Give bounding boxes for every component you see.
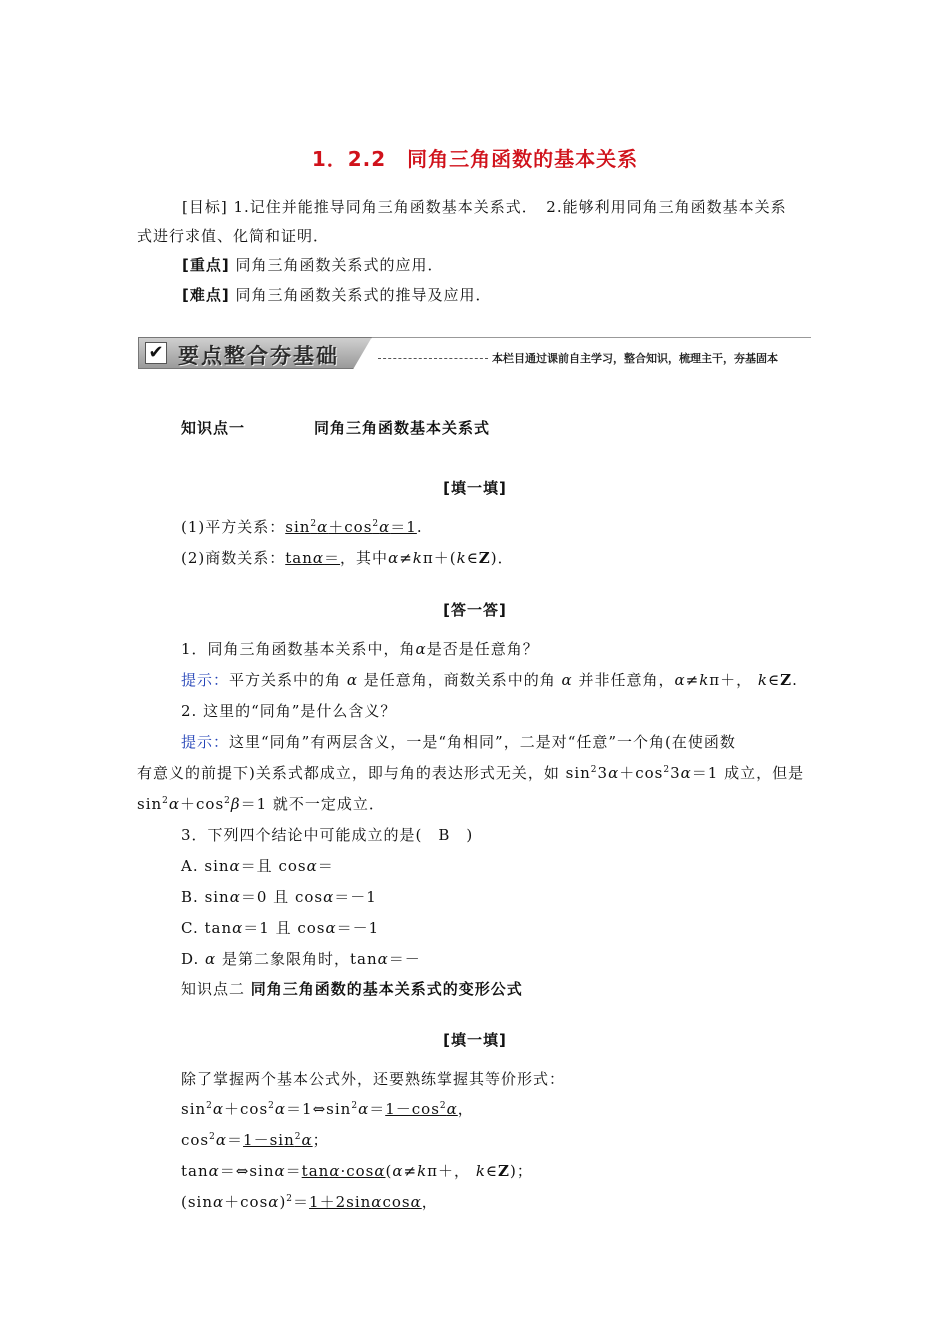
answer-label: [答一答] bbox=[443, 601, 507, 619]
target-line-1 bbox=[182, 197, 787, 217]
quotient-relation-formula: tanα＝ bbox=[285, 549, 341, 567]
square-relation-formula: $\sin^2\alpha+\cos^2\alpha=1$ bbox=[285, 518, 417, 536]
banner-title: 要点整合夯基础 bbox=[178, 344, 339, 368]
formula-sum-squared: $(\sin\alpha+\cos\alpha)^2=1+2\sin\alpha\cos\alpha$， bbox=[181, 1193, 438, 1211]
target-tag: [目标] bbox=[182, 198, 228, 216]
check-icon: ✔ bbox=[145, 342, 167, 364]
question-2: 2. 这里的“同角”是什么含义？ bbox=[181, 702, 397, 720]
hint-1: 提示：平方关系中的角 α 是任意角，商数关系中的角 α 并非任意角，α≠kπ＋， k∈Z. bbox=[181, 671, 798, 689]
hint-2-line-1: 提示：这里“同角”有两层含义，一是“角相同”，二是对“任意”一个角(在使函数 bbox=[181, 733, 736, 751]
key-text: 同角三角函数关系式的应用． bbox=[229, 256, 444, 274]
difficulty-tag: [难点] bbox=[182, 286, 230, 304]
key-points bbox=[182, 255, 444, 275]
hint-2-line-2: 有意义的前提下)关系式都成立，即与角的表达形式无关，如 $\sin^23\alpha+\cos^23\alpha=1$ 成立，但是 bbox=[137, 764, 805, 782]
option-d: D. α 是第二象限角时，tanα＝－ bbox=[181, 950, 421, 968]
section1-heading-left: 知识点一 bbox=[181, 419, 246, 437]
difficulty-points bbox=[182, 285, 492, 305]
target-line-2: 式进行求值、化简和证明． bbox=[137, 227, 330, 245]
section2-heading-left: 知识点二 bbox=[181, 980, 246, 998]
fill-label-1: [填一填] bbox=[443, 479, 507, 497]
question-3: 3．下列四个结论中可能成立的是( B ) bbox=[181, 826, 474, 844]
formula-tan: tanα＝⇔sinα＝tanα·cosα(α≠kπ＋， k∈Z)； bbox=[181, 1162, 533, 1180]
option-c: C. tanα＝1 且 cosα＝－1 bbox=[181, 919, 380, 937]
fill-label-2: [填一填] bbox=[443, 1031, 507, 1049]
option-b: B. sinα＝0 且 cosα＝－1 bbox=[181, 888, 377, 906]
section2-intro: 除了掌握两个基本公式外，还要熟练掌握其等价形式： bbox=[181, 1070, 566, 1088]
banner-rule bbox=[370, 337, 811, 338]
page-title: 1．2.2 同角三角函数的基本关系 bbox=[311, 147, 639, 171]
banner-dashed-line bbox=[378, 358, 488, 359]
section2-heading bbox=[181, 979, 523, 999]
key-tag: [重点] bbox=[182, 256, 230, 274]
banner-note: 本栏目通过课前自主学习，整合知识，梳理主干，夯基固本 bbox=[492, 352, 778, 365]
square-relation: (1)平方关系：$\sin^2\alpha+\cos^2\alpha=1$. bbox=[181, 518, 423, 536]
formula-sin-squared: $\sin^2\alpha+\cos^2\alpha=1\Leftrightarrow\sin^2\alpha=1-\cos^2\alpha$， bbox=[181, 1100, 474, 1118]
target-text: 1.记住并能推导同角三角函数基本关系式． 2.能够利用同角三角函数基本关系 bbox=[227, 198, 787, 216]
section1-heading-right: 同角三角函数基本关系式 bbox=[314, 419, 491, 437]
difficulty-text: 同角三角函数关系式的推导及应用． bbox=[229, 286, 492, 304]
option-a: A. sinα＝且 cosα＝ bbox=[181, 857, 334, 875]
formula-cos-squared: $\cos^2\alpha=1-\sin^2\alpha$； bbox=[181, 1131, 329, 1149]
quotient-relation: (2)商数关系：tanα＝，其中α≠kπ＋(k∈Z)． bbox=[181, 549, 514, 567]
section-banner bbox=[138, 337, 811, 371]
hint-label: 提示： bbox=[181, 733, 230, 751]
section2-heading-right: 同角三角函数的基本关系式的变形公式 bbox=[250, 980, 523, 998]
hint-2-line-3: $\sin^2\alpha+\cos^2\beta=1$ 就不一定成立． bbox=[137, 795, 385, 813]
question-1: 1．同角三角函数基本关系中，角α是否是任意角？ bbox=[181, 640, 539, 658]
hint-label: 提示： bbox=[181, 671, 230, 689]
